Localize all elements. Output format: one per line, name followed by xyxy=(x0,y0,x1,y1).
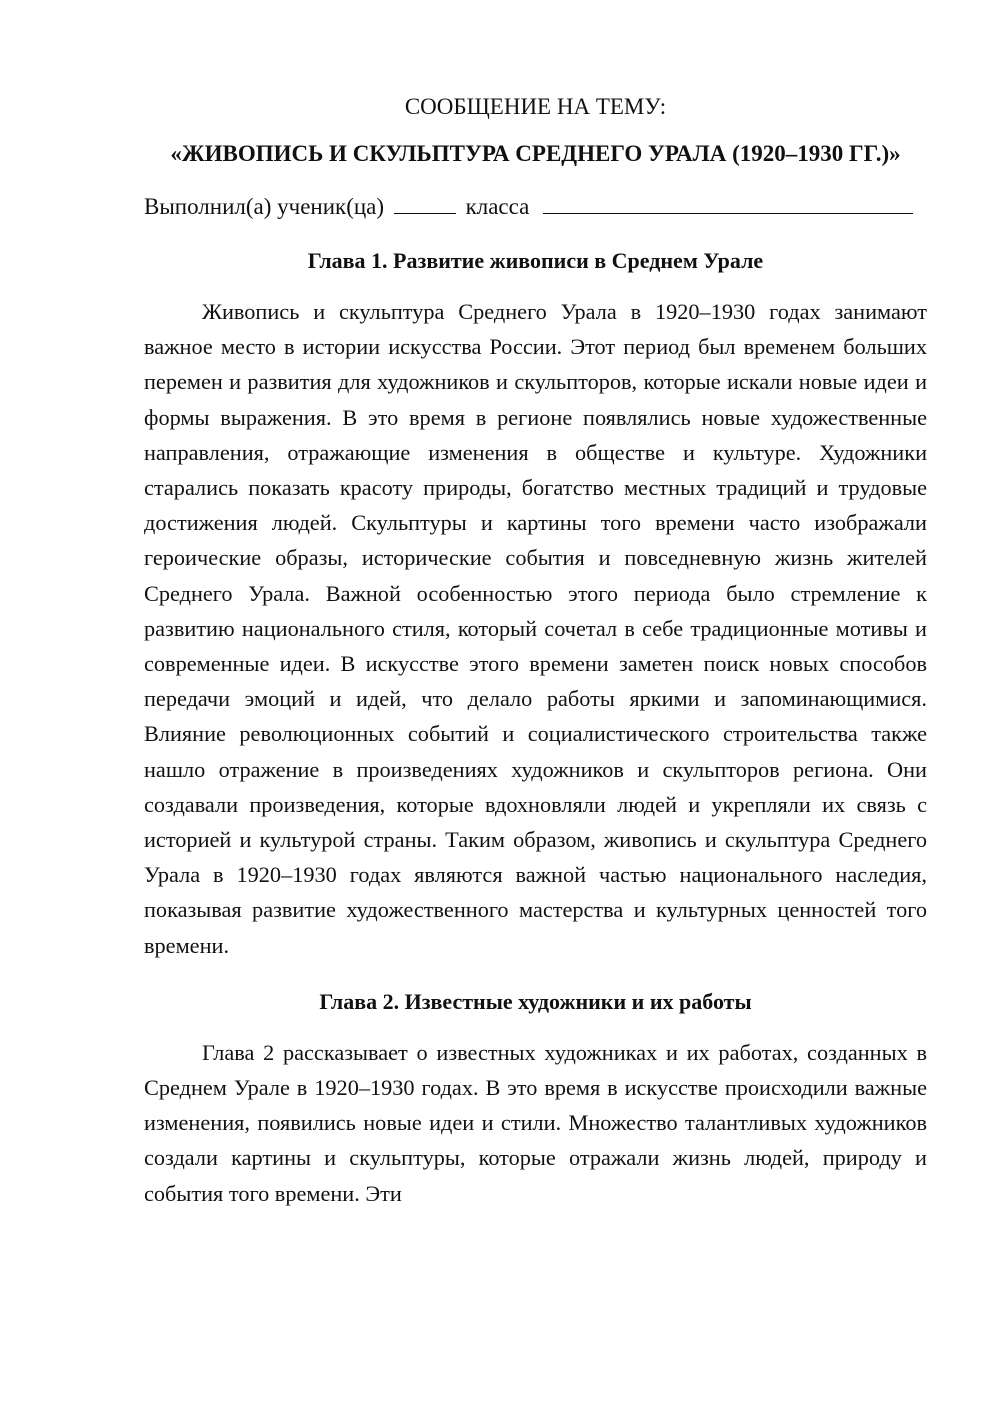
chapter-2-paragraph: Глава 2 рассказывает о известных художниках и их работах, созданных в Среднем Урале в 1920–1930 годах. В это время в искусстве происходили важные изменения, появились новые идеи и стили. Множество талантливых художников создали картины и скульптуры, которые отражали жизнь людей, природу и события того времени. Эти xyxy=(144,1039,927,1206)
document-page xyxy=(144,92,927,1211)
student-name-blank xyxy=(543,191,913,214)
chapter-2-heading: Глава 2. Известные художники и их работы xyxy=(319,988,752,1014)
class-number-blank xyxy=(394,191,456,214)
chapter-1-heading: Глава 1. Развитие живописи в Среднем Урале xyxy=(307,248,764,273)
document-title: «ЖИВОПИСЬ И СКУЛЬПТУРА СРЕДНЕГО УРАЛА (1920–1930 ГГ.)» xyxy=(170,141,901,166)
chapter-1-paragraph: Живопись и скульптура Среднего Урала в 1920–1930 годах занимают важное место в истории искусства России. Этот период был временем больших перемен и развития для художников и скульпторов, которые искали новые идеи и формы выражения. В это время в регионе появлялись новые художественные направления, отражающие изменения в обществе и культуре. Художники старались показать красоту природы, богатство местных традиций и трудовые достижения людей. Скульптуры и картины того времени часто изображали героические образы, исторические события и повседневную жизнь жителей Среднего Урала. Важной особенностью этого периода было стремление к развитию национального стиля, который сочетал в себе традиционные мотивы и современные идеи. В искусстве этого времени заметен поиск новых способов передачи эмоций и идей, что делало работы яркими и запоминающимися. Влияние революционных событий и социалистического строительства также нашло отражение в произведениях художников и скульпторов региона. Они создавали произведения, которые вдохновляли людей и укрепляли их связь с историей и культурой страны. Таким образом, живопись и скульптура Среднего Урала в 1920–1930 годах являются важной частью национального наследия, показывая развитие художественного мастерства и культурных ценностей того времени. xyxy=(144,299,927,958)
author-line xyxy=(144,191,927,222)
topic-label: СООБЩЕНИЕ НА ТЕМУ: xyxy=(404,94,667,119)
author-prefix: Выполнил(а) ученик(ца) xyxy=(144,194,385,219)
class-label: класса xyxy=(465,194,530,219)
